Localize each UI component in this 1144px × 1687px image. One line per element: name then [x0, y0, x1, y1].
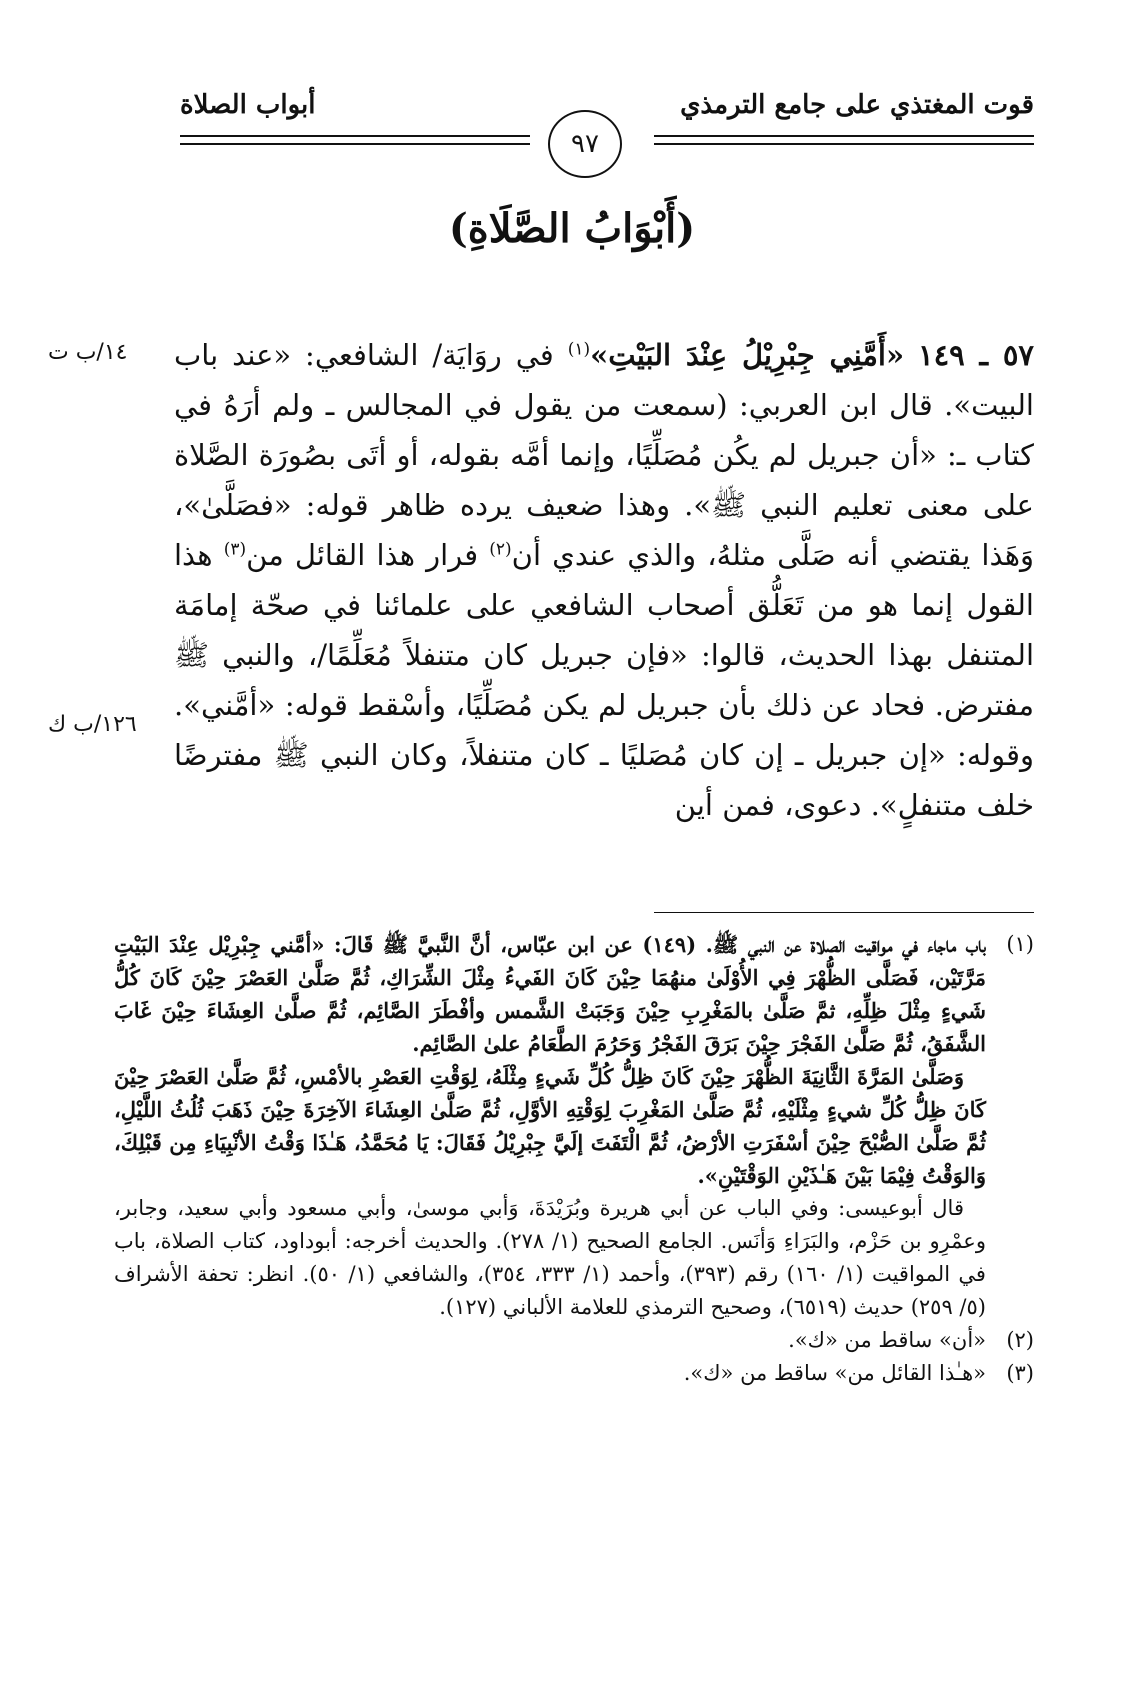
- main-text: [174, 330, 1034, 830]
- footnote-ref: (٢): [489, 539, 512, 560]
- book-title: قوت المغتذي على جامع الترمذي: [680, 90, 1034, 120]
- header-rule-left: [180, 135, 530, 145]
- footnotes: [114, 928, 1034, 1390]
- footnote-paragraph: وَصَلَّىٰ المَرَّةَ الثَّانِيَةَ الظُّهْرَ حِيْنَ كَانَ ظِلُّ كُلِّ شَيءٍ مِثْلَهُ، لِوَقْتِ العَصْرِ بالأمْسِ، ثُمَّ صَلَّىٰ العَصْرَ حِيْنَ كَانَ ظِلُّ كُلِّ شيءٍ مِثْلَيْهِ، ثُمَّ صَلَّىٰ المَغْرِبَ لِوَقْتِهِ الأوَّلِ، ثُمَّ صَلَّىٰ العِشَاءَ الآخِرَةَ حِيْنَ ذَهَبَ ثُلُثُ اللَّيْلِ، ثُمَّ صَلَّىٰ الصُّبْحَ حِيْنَ أسْفَرَتِ الأرْضُ، ثُمَّ الْتَفَتَ إلَيَّ جِبْرِيْلُ فَقَالَ: يَا مُحَمَّدُ، هَـٰذَا وَقْتُ الأنْبِيَاءِ مِن قَبْلِكَ، وَالوَقْتُ فِيْمَا بَيْنَ هَـٰذَيْنِ الوَقْتَيْنِ».: [114, 1064, 986, 1188]
- page-number: ٩٧: [548, 110, 622, 178]
- main-text-segment: في روَايَة/ الشافعي: «عند باب البيت». قال ابن العربي: (سمعت من يقول في المجالس ـ ولم أرَهُ في كتاب ـ: «أن جبريل لم يكُن مُصَلِّيًا، وإنما أمَّه بقوله، أو أتَى بصُورَة الصَّلاة على معنى تعليم النبي ﷺ». وهذا ضعيف يرده ظاهر قوله: «فصَلَّىٰ»، وَهَذا يقتضي أنه صَلَّى مثلهُ، والذي عندي أن: [174, 338, 1035, 572]
- margin-note: ١٢٦/ب ك: [48, 712, 137, 737]
- footnote-paragraph: باب ماجاء في مواقيت الصلاة عن النبي ﷺ. (١٤٩) عن ابن عبّاس، أنَّ النَّبيَّ ﷺ قَالَ: «أمَّني جِبْرِيْل عِنْدَ البَيْتِ مَرَّتَيْن، فَصَلَّى الظُّهْرَ فِي الأُوْلَىٰ منهُمَا حِيْنَ كَانَ الفَيءُ مِثْلَ الشِّرَاكِ، ثُمَّ صَلَّىٰ العَصْرَ حِيْنَ كَانَ كُلُّ شَيءٍ مِثْلَ ظِلِّهِ، ثمَّ صَلَّىٰ بالمَغْرِبِ حِيْنَ وَجَبَتْ الشَّمس وأفْطَرَ الصَّائِم، ثُمَّ صلَّىٰ العِشَاءَ حِيْنَ غَابَ الشَّفَقُ، ثُمَّ صَلَّىٰ الفَجْرَ حِيْنَ بَرَقَ الفَجْرُ وَحَرُمَ الطَّعَامُ علىٰ الصَّائِم.: [114, 932, 986, 1056]
- footnote-body: [114, 1357, 986, 1390]
- footnote-mark: (٣): [1006, 1361, 1034, 1385]
- footnote-paragraph: «هـٰذا القائل من» ساقط من «ك».: [683, 1361, 986, 1385]
- hadith-lemma: «أَمَّنِي جِبْرِيْلُ عِنْدَ البَيْتِ»: [590, 338, 905, 372]
- footnote-mark: (١): [1006, 932, 1034, 956]
- footnote-body: [114, 1324, 986, 1357]
- footnote-separator: [654, 912, 1034, 913]
- footnote-body: [114, 928, 986, 1324]
- main-text-segment: هذا القول إنما هو من تَعَلُّق أصحاب الشافعي على علمائنا في صحّة إمامَة المتنفل بهذا الحديث، قالوا: «فإن جبريل كان متنفلاً مُعَلِّمًا/، والنبي ﷺ مفترض. فحاد عن ذلك بأن جبريل لم يكن مُصَلِّيًا، وأسْقط قوله: «أمَّني». وقوله: «إن جبريل ـ إن كان مُصَليًا ـ كان متنفلاً، وكان النبي ﷺ مفترضًا خلف متنفلٍ». دعوى، فمن أين: [174, 538, 1034, 822]
- section-name: أبواب الصلاة: [180, 90, 316, 120]
- main-paragraph: [174, 330, 1034, 830]
- footnote: [114, 1357, 1034, 1390]
- main-text-segment: فرار هذا القائل من: [246, 538, 490, 572]
- footnote-paragraph: «أن» ساقط من «ك».: [788, 1328, 986, 1352]
- footnote-ref: (٣): [223, 539, 247, 560]
- hadith-number: ٥٧ ـ ١٤٩: [918, 338, 1034, 372]
- margin-note: ١٤/ب ت: [48, 340, 128, 365]
- section-title: (أَبْوَابُ الصَّلَاةِ): [448, 205, 696, 252]
- footnote-ref: (١): [567, 339, 591, 360]
- footnote: [114, 1324, 1034, 1357]
- footnote-mark: (٢): [1006, 1328, 1034, 1352]
- footnote-paragraph: قال أبوعيسى: وفي الباب عن أبي هريرة وبُرَيْدَةَ، وَأبي موسىٰ، وأبي مسعود وأبي سعيد، وجابر، وعمْرِو بن حَزْم، والبَرَاءِ وَأنَس. الجامع الصحيح (١/ ٢٧٨). والحديث أخرجه: أبوداود، كتاب الصلاة، باب في المواقيت (١/ ١٦٠) رقم (٣٩٣)، وأحمد (١/ ٣٣٣، ٣٥٤)، والشافعي (١/ ٥٠). انظر: تحفة الأشراف (٥/ ٢٥٩) حديث (٦٥١٩)، وصحيح الترمذي للعلامة الألباني (١٢٧).: [114, 1196, 986, 1319]
- header-rule-right: [654, 135, 1034, 145]
- footnote: [114, 928, 1034, 1324]
